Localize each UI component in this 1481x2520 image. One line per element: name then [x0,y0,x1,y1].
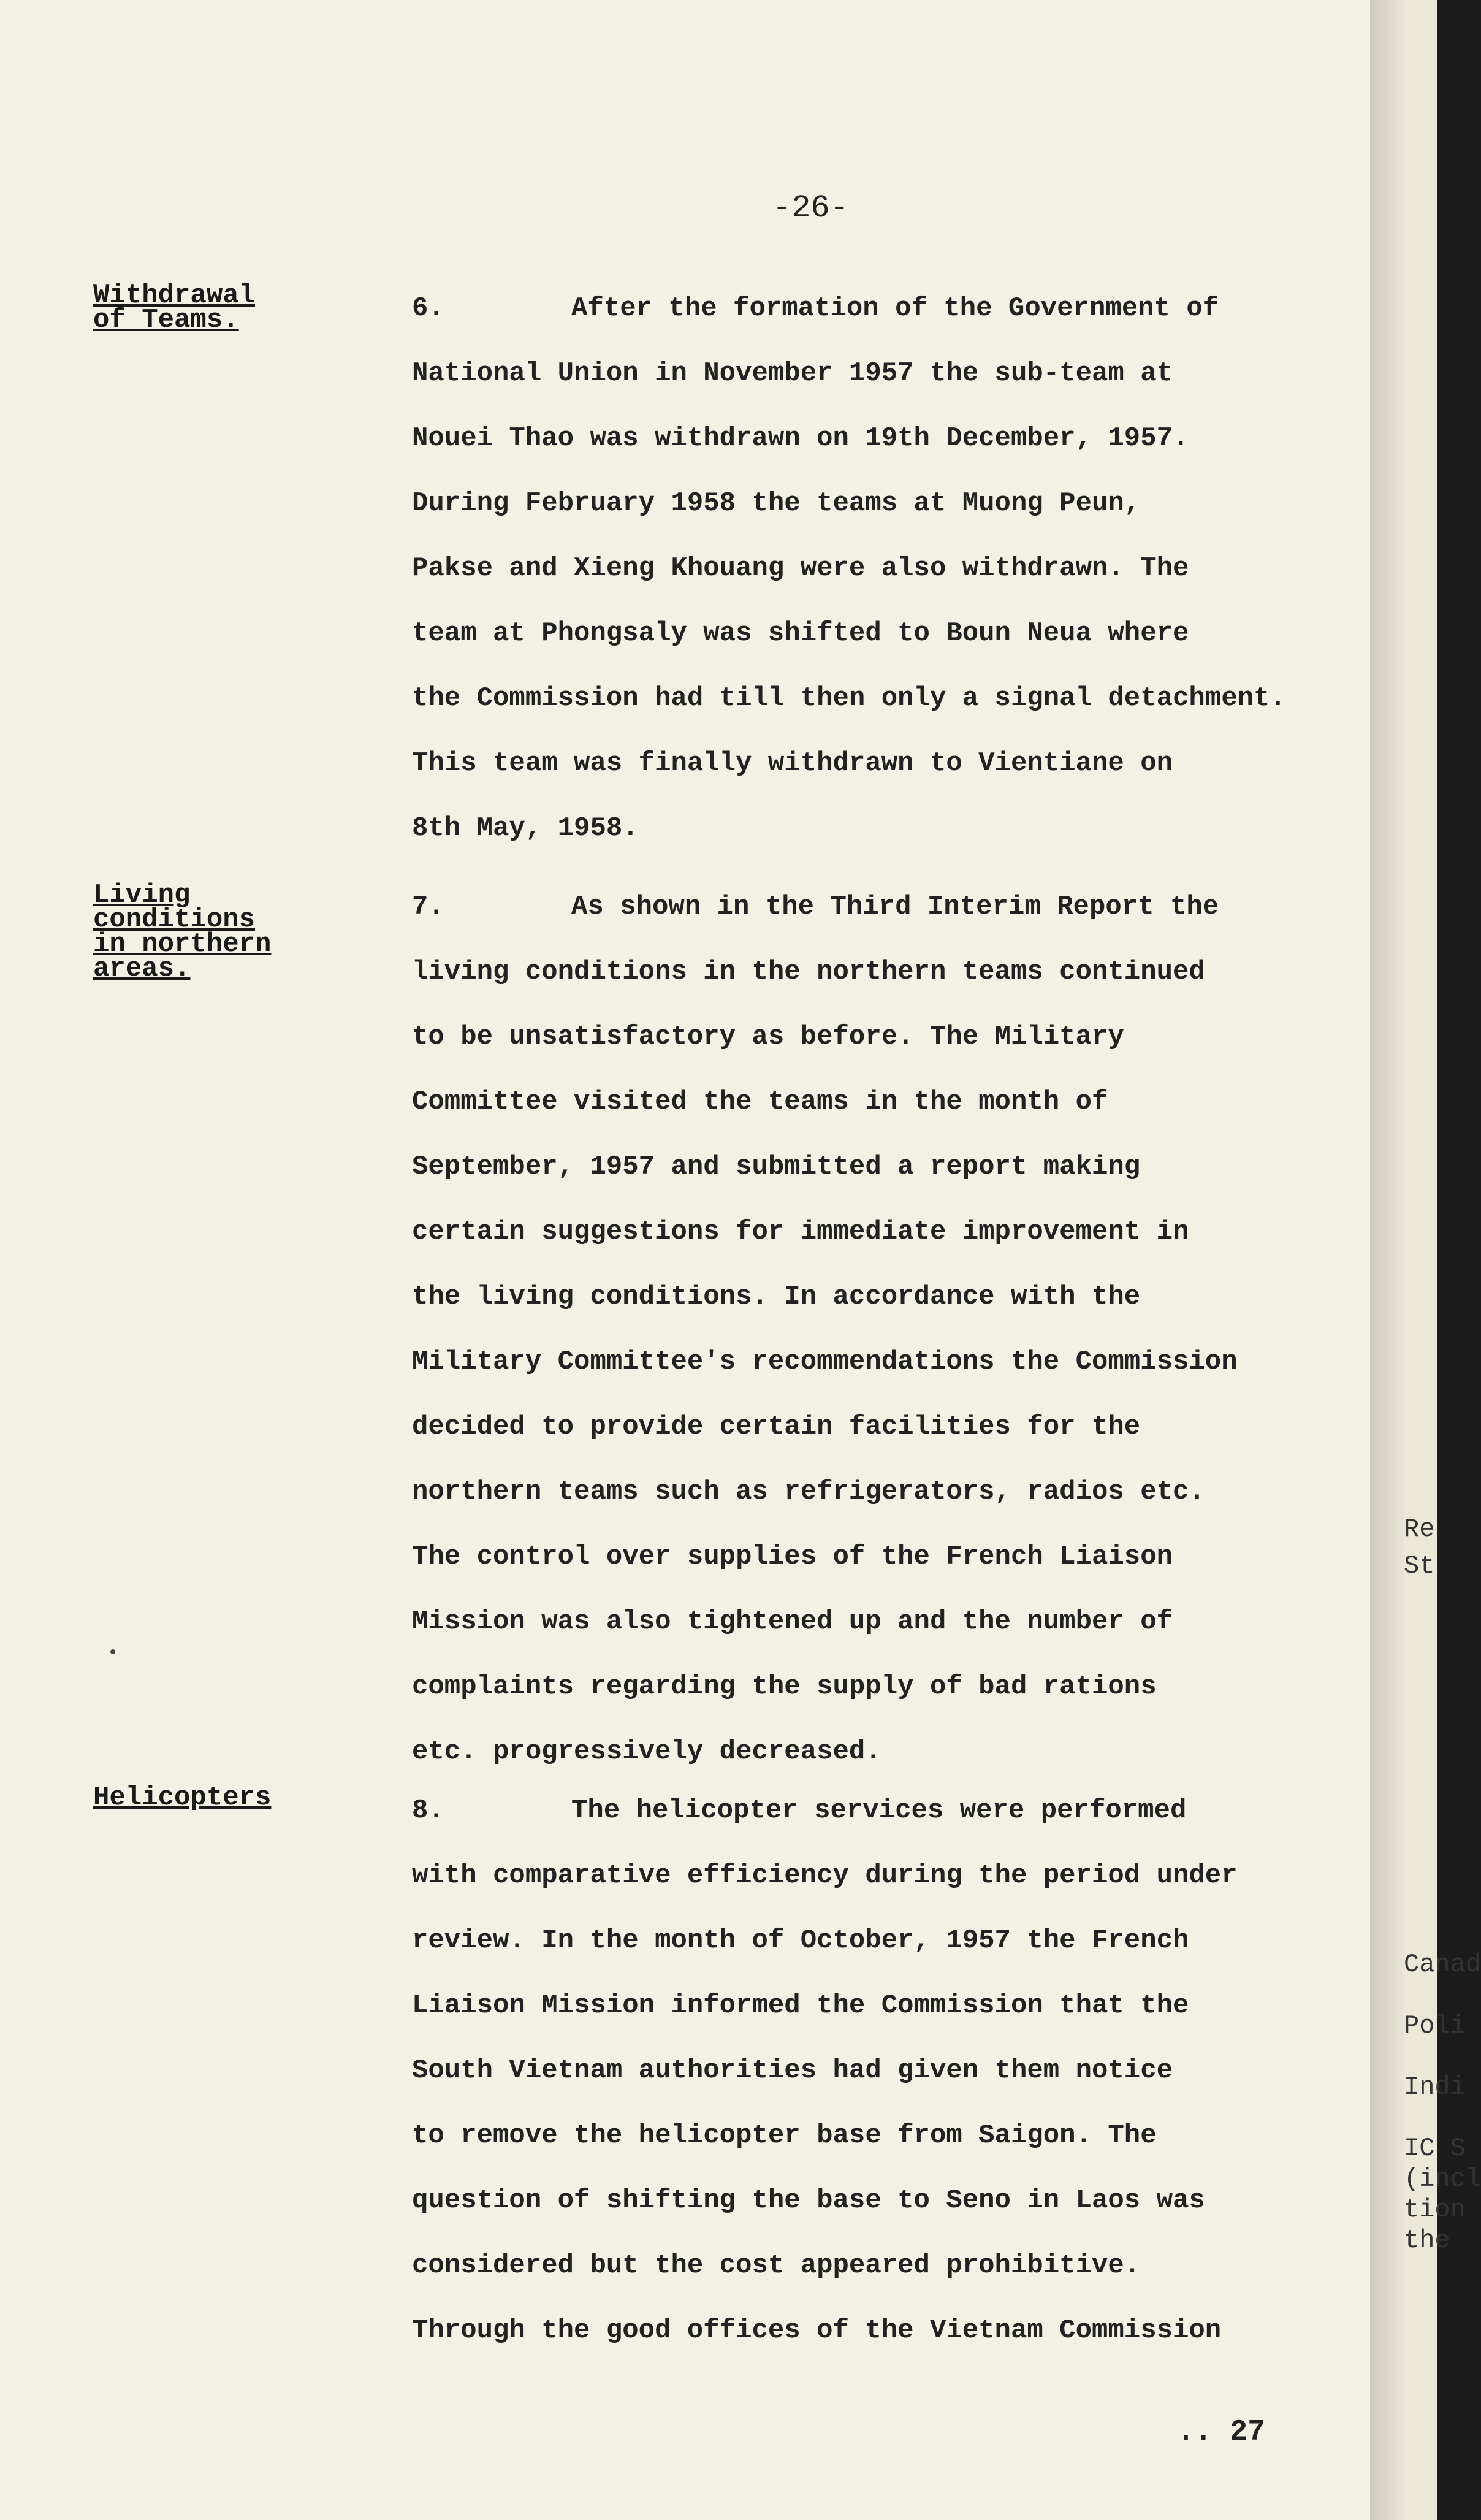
paragraph-line: review. In the month of October, 1957 the French [412,1925,1189,1956]
adjacent-fragment: the [1404,2226,1450,2255]
paragraph-number: 8. [412,1795,444,1826]
paragraph-7 [412,874,1368,1784]
adjacent-fragment: (incl [1404,2164,1481,2194]
paragraph-line: certain suggestions for immediate improvement in [412,1216,1189,1247]
paragraph-line: The control over supplies of the French Liaison [412,1541,1173,1572]
paragraph-line: Nouei Thao was withdrawn on 19th December, 1957. [412,423,1189,454]
paragraph-line: South Vietnam authorities had given them notice [412,2055,1173,2086]
paragraph-line: Mission was also tightened up and the number of [412,1606,1173,1637]
paragraph-line: living conditions in the northern teams continued [412,956,1205,987]
page-number: -26- [772,190,849,226]
paragraph-line: During February 1958 the teams at Muong Peun, [412,488,1141,519]
adjacent-fragment: St [1404,1551,1435,1581]
adjacent-fragment: Indi [1404,2072,1466,2102]
page-edge [1370,0,1404,2520]
paragraph-line: with comparative efficiency during the period under [412,1860,1238,1891]
paragraph-line: Pakse and Xieng Khouang were also withdrawn. The [412,553,1189,584]
paragraph-line: the living conditions. In accordance with the [412,1281,1141,1312]
paragraph-number: 6. [412,293,444,324]
paragraph-line: 7. As shown in the Third Interim Report the [412,874,1368,939]
paragraph-line: complaints regarding the supply of bad rations [412,1671,1157,1702]
paragraph-line: This team was finally withdrawn to Vientiane on [412,748,1173,779]
paragraph-line: the Commission had till then only a signal detachment. [412,683,1286,714]
paragraph-line: Military Committee's recommendations the Commission [412,1346,1238,1377]
paragraph-8 [412,1778,1368,2363]
paragraph-line: 6. After the formation of the Government of [412,276,1368,341]
paragraph-line: 8th May, 1958. [412,813,639,844]
paragraph-line: question of shifting the base to Seno in Laos was [412,2185,1205,2216]
paragraph-line: considered but the cost appeared prohibitive. [412,2250,1141,2281]
adjacent-fragment: Canad [1404,1950,1481,1979]
adjacent-fragment: IC S [1404,2134,1466,2163]
paragraph-line: 8. The helicopter services were performed [412,1778,1368,1843]
margin-note-helicopters: Helicopters [93,1782,272,1813]
margin-note-living-conditions: Living conditions in northern areas. [93,880,272,984]
stray-mark [110,1649,115,1654]
adjacent-fragment: Poli [1404,2011,1466,2041]
adjacent-fragment: Re [1404,1514,1435,1544]
paragraph-line: Liaison Mission informed the Commission that the [412,1990,1189,2021]
adjacent-fragment: tion [1404,2195,1466,2224]
paragraph-line: Committee visited the teams in the month of [412,1086,1108,1117]
adjacent-page [1404,0,1481,2520]
margin-note-withdrawal: Withdrawal of Teams. [93,280,256,335]
paragraph-6 [412,276,1368,861]
paragraph-line: team at Phongsaly was shifted to Boun Neua where [412,618,1189,649]
paragraph-number: 7. [412,892,444,922]
paragraph-line: September, 1957 and submitted a report making [412,1151,1141,1182]
paragraph-line: decided to provide certain facilities for the [412,1411,1141,1442]
paragraph-line: northern teams such as refrigerators, radios etc. [412,1476,1205,1507]
paragraph-line: Through the good offices of the Vietnam Commission [412,2315,1222,2346]
paragraph-line: etc. progressively decreased. [412,1736,881,1767]
paragraph-line: to remove the helicopter base from Saigon. The [412,2120,1157,2151]
continuation-marker: .. 27 [1177,2416,1266,2449]
paragraph-line: National Union in November 1957 the sub-team at [412,358,1173,389]
paragraph-line: to be unsatisfactory as before. The Military [412,1021,1124,1052]
